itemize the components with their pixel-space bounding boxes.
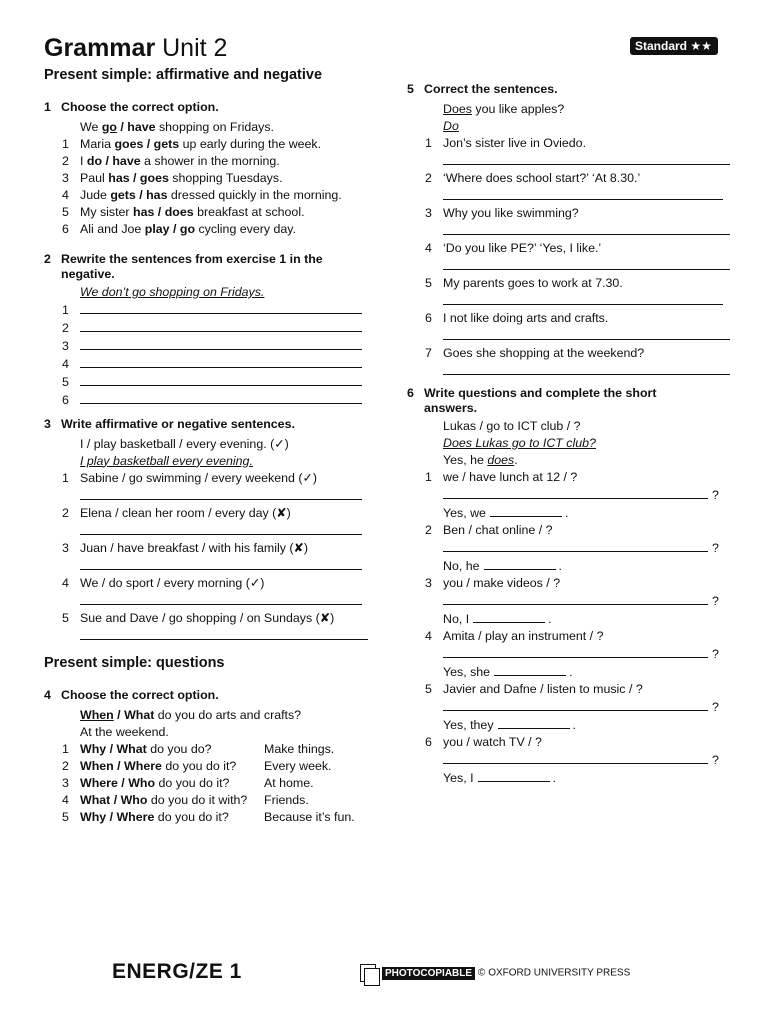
exercise-1-item: 5 My sister has / does breakfast at school.: [62, 204, 305, 219]
short-answer-blank[interactable]: [478, 769, 550, 782]
exercise-4-example: When / What do you do arts and crafts?: [80, 707, 302, 722]
exercise-2-item: 1: [44, 301, 374, 319]
question-row: ?: [407, 592, 737, 610]
question-line[interactable]: [443, 645, 708, 658]
question-line[interactable]: [443, 592, 708, 605]
exercise-6-example-question: Does Lukas go to ICT club?: [443, 436, 596, 450]
exercise-3-item: 2 Elena / clean her room / every day (✘): [62, 505, 291, 520]
answer-row: [44, 487, 374, 505]
exercise-3: [44, 417, 374, 645]
exercise-4-item: 5 Why / Where do you do it? Because it’s fun.: [62, 809, 355, 824]
exercise-6-item: 2 Ben / chat online / ?: [425, 523, 553, 537]
short-answer-row: Yes, they .: [443, 718, 576, 732]
question-row: ?: [407, 539, 737, 557]
short-answer-blank[interactable]: [473, 610, 545, 623]
title-bold: Grammar: [44, 34, 156, 62]
question-row: ?: [407, 486, 737, 504]
level-badge: Standard ★★: [630, 37, 718, 55]
exercise-5-heading: 5 Correct the sentences.: [407, 82, 558, 96]
answer-row: [407, 362, 737, 380]
exercise-6-item: 6 you / watch TV / ?: [425, 735, 542, 749]
answer-line[interactable]: [80, 522, 362, 535]
exercise-5-item: 4 ‘Do you like PE?’ ‘Yes, I like.’: [425, 240, 602, 255]
answer-text: Every week.: [264, 758, 332, 773]
option-choice[interactable]: do / have: [86, 153, 141, 168]
exercise-5-item: 3 Why you like swimming?: [425, 205, 579, 220]
exercise-3-item: 3 Juan / have breakfast / with his family (✘): [62, 540, 308, 555]
answer-text: Because it’s fun.: [264, 809, 355, 824]
exercise-1: [44, 100, 374, 238]
answer-line[interactable]: [80, 557, 362, 570]
page-title: [44, 34, 227, 63]
exercise-3-item: 5 Sue and Dave / go shopping / on Sundays (✘): [62, 610, 335, 625]
answer-line[interactable]: [80, 373, 362, 386]
exercise-5: [407, 82, 737, 380]
question-line[interactable]: [443, 486, 708, 499]
question-row: ?: [407, 751, 737, 769]
option-choice[interactable]: Why / What: [80, 741, 147, 756]
photocopiable-tag: PHOTOCOPIABLE: [382, 967, 475, 980]
exercise-1-heading: 1 Choose the correct option.: [44, 100, 219, 114]
exercise-5-item: 7 Goes she shopping at the weekend?: [425, 345, 645, 360]
answer-text: Make things.: [264, 741, 335, 756]
exercise-2-item: 2: [44, 319, 374, 337]
answer-line[interactable]: [80, 337, 362, 350]
exercise-6: [407, 386, 737, 787]
exercise-5-example-answer: Do: [443, 118, 459, 133]
option-choice[interactable]: has / does: [133, 204, 194, 219]
option-choice[interactable]: gets / has: [110, 187, 168, 202]
answer-text: Friends.: [264, 792, 309, 807]
option-choice[interactable]: goes / gets: [114, 136, 180, 151]
title-rest: Unit 2: [155, 34, 228, 62]
exercise-2-item: 4: [44, 355, 374, 373]
answer-line[interactable]: [80, 627, 368, 640]
section-heading-affirmative-negative: Present simple: affirmative and negative: [44, 67, 323, 83]
answer-line[interactable]: [443, 362, 730, 375]
answer-line[interactable]: [443, 187, 723, 200]
short-answer-blank[interactable]: [490, 504, 562, 517]
energize-logo: ENERG/ZE 1: [112, 960, 242, 983]
short-answer-blank[interactable]: [494, 663, 566, 676]
answer-line[interactable]: [80, 319, 362, 332]
option-choice[interactable]: When / Where: [80, 758, 162, 773]
exercise-3-heading: 3 Write affirmative or negative sentences.: [44, 417, 295, 431]
option-choice[interactable]: play / go: [144, 221, 196, 236]
exercise-2-heading: 2 Rewrite the sentences from exercise 1 in the negative.: [44, 252, 323, 281]
exercise-6-item: 4 Amita / play an instrument / ?: [425, 629, 604, 643]
answer-line[interactable]: [443, 257, 730, 270]
answer-line[interactable]: [443, 152, 730, 165]
short-answer-row: Yes, I .: [443, 771, 556, 785]
exercise-6-item: 3 you / make videos / ?: [425, 576, 561, 590]
answer-row: [44, 627, 374, 645]
option-choice[interactable]: Why / Where: [80, 809, 155, 824]
section-heading-questions: Present simple: questions: [44, 655, 225, 671]
answer-row: [407, 327, 737, 345]
exercise-5-item: 2 ‘Where does school start?’ ‘At 8.30.’: [425, 170, 641, 185]
answer-text: At home.: [264, 775, 314, 790]
exercise-1-item: 3 Paul has / goes shopping Tuesdays.: [62, 170, 283, 185]
answer-line[interactable]: [443, 327, 730, 340]
answer-row: [407, 257, 737, 275]
answer-row: [407, 292, 737, 310]
exercise-3-item: 1 Sabine / go swimming / every weekend (✓): [62, 470, 317, 485]
exercise-4-heading: 4 Choose the correct option.: [44, 688, 219, 702]
option-choice[interactable]: has / goes: [108, 170, 169, 185]
exercise-3-example-answer: I play basketball every evening.: [80, 453, 253, 468]
exercise-5-example-question: Does you like apples?: [443, 101, 565, 116]
question-line[interactable]: [443, 698, 708, 711]
exercise-6-item: 1 we / have lunch at 12 / ?: [425, 470, 578, 484]
short-answer-row: Yes, she .: [443, 665, 573, 679]
question-line[interactable]: [443, 751, 708, 764]
copyright-text: © OXFORD UNIVERSITY PRESS: [478, 967, 631, 979]
answer-line[interactable]: [80, 391, 362, 404]
option-choice[interactable]: Where / Who: [80, 775, 156, 790]
answer-line[interactable]: [80, 592, 362, 605]
exercise-3-item: 4 We / do sport / every morning (✓): [62, 575, 265, 590]
question-row: ?: [407, 645, 737, 663]
short-answer-blank[interactable]: [484, 557, 556, 570]
answer-row: [407, 152, 737, 170]
exercise-1-item: 2 I do / have a shower in the morning.: [62, 153, 280, 168]
exercise-5-item: 5 My parents goes to work at 7.30.: [425, 275, 623, 290]
exercise-3-example-prompt: I / play basketball / every evening. (✓): [80, 436, 289, 451]
exercise-2-item: 6: [44, 391, 374, 409]
exercise-2-item: 5: [44, 373, 374, 391]
exercise-6-example-prompt: Lukas / go to ICT club / ?: [443, 419, 581, 433]
exercise-5-item: 6 I not like doing arts and crafts.: [425, 310, 609, 325]
exercise-5-item: 1 Jon’s sister live in Oviedo.: [425, 135, 587, 150]
exercise-4-item: 2 When / Where do you do it? Every week.: [62, 758, 332, 773]
exercise-4-item: 3 Where / Who do you do it? At home.: [62, 775, 314, 790]
exercise-4-item: 4 What / Who do you do it with? Friends.: [62, 792, 309, 807]
answer-line[interactable]: [80, 487, 362, 500]
short-answer-row: Yes, we .: [443, 506, 569, 520]
exercise-4-item: 1 Why / What do you do? Make things.: [62, 741, 335, 756]
exercise-4-example-answer: At the weekend.: [80, 724, 169, 739]
short-answer-row: No, I .: [443, 612, 552, 626]
answer-row: [407, 187, 737, 205]
exercise-1-example: We go / have shopping on Fridays.: [80, 119, 274, 134]
option-choice[interactable]: What / Who: [80, 792, 148, 807]
footer-publisher: [360, 964, 630, 982]
answer-row: [44, 592, 374, 610]
answer-row: [44, 557, 374, 575]
exercise-1-item: 6 Ali and Joe play / go cycling every day.: [62, 221, 297, 236]
answer-row: [407, 222, 737, 240]
answer-line[interactable]: [80, 355, 362, 368]
short-answer-row: No, he .: [443, 559, 562, 573]
short-answer-blank[interactable]: [498, 716, 570, 729]
exercise-6-item: 5 Javier and Dafne / listen to music / ?: [425, 682, 643, 696]
answer-line[interactable]: [80, 301, 362, 314]
exercise-2: [44, 252, 374, 409]
answer-line[interactable]: [443, 292, 723, 305]
answer-line[interactable]: [443, 222, 730, 235]
photocopy-icon: [360, 964, 376, 982]
answer-row: [44, 522, 374, 540]
exercise-6-example-answer: Yes, he does.: [443, 453, 518, 467]
question-row: ?: [407, 698, 737, 716]
exercise-1-item: 4 Jude gets / has dressed quickly in the morning.: [62, 187, 342, 202]
exercise-4: [44, 688, 374, 826]
exercise-6-heading: 6 Write questions and complete the short answers.: [407, 386, 657, 415]
question-line[interactable]: [443, 539, 708, 552]
exercise-2-item: 3: [44, 337, 374, 355]
exercise-1-item: 1 Maria goes / gets up early during the week.: [62, 136, 322, 151]
exercise-2-example: We don’t go shopping on Fridays.: [80, 285, 265, 299]
